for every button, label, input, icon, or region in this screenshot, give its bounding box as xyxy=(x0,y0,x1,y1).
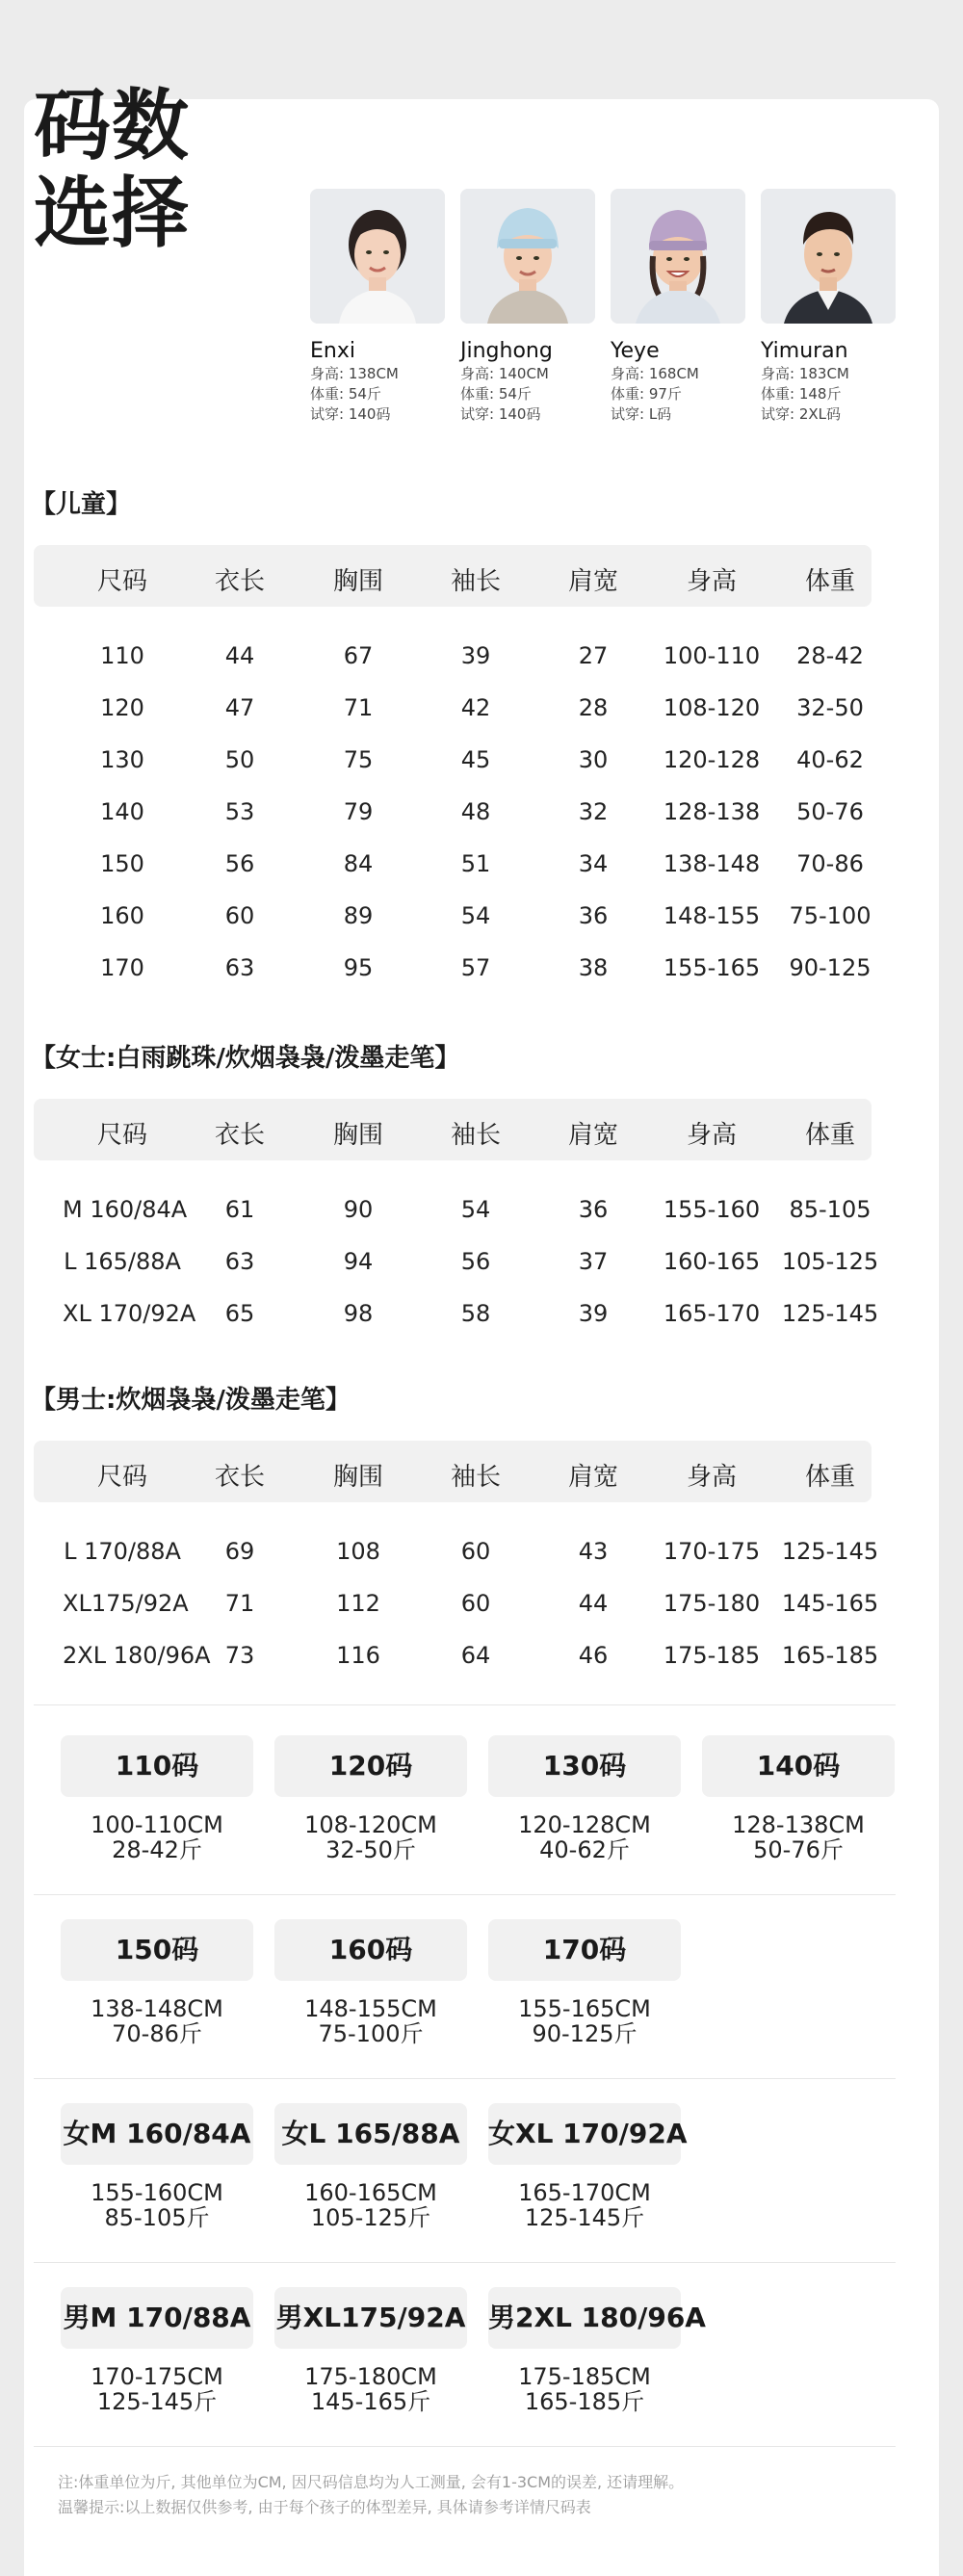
table-cell: XL175/92A xyxy=(63,1590,189,1617)
men-section-title: 【男士:炊烟袅袅/泼墨走笔】 xyxy=(31,1386,351,1415)
size-chip-label: 160码 xyxy=(274,1919,467,1981)
table-cell: 90-125 xyxy=(789,954,872,981)
size-chip-weight: 90-125斤 xyxy=(532,2020,638,2047)
col-shoulder: 肩宽 xyxy=(567,567,618,596)
table-cell: 37 xyxy=(578,1248,609,1275)
col-chest: 胸围 xyxy=(332,1121,383,1150)
table-cell: 60 xyxy=(224,902,255,929)
table-cell: 125-145 xyxy=(781,1538,879,1565)
size-chip-height: 155-165CM xyxy=(518,1995,651,2022)
table-cell: 71 xyxy=(343,694,374,721)
table-row xyxy=(34,742,872,781)
table-cell: 50-76 xyxy=(796,798,864,825)
table-cell: 120 xyxy=(100,694,144,721)
table-cell: 32-50 xyxy=(796,694,864,721)
size-chip xyxy=(61,2287,253,2414)
table-cell: 2XL 180/96A xyxy=(63,1642,211,1669)
page-title: 码数 选择 xyxy=(34,81,190,258)
table-cell: 160-165 xyxy=(663,1248,761,1275)
divider xyxy=(34,1894,896,1895)
size-chip-weight: 105-125斤 xyxy=(310,2204,431,2231)
table-cell: 45 xyxy=(460,746,491,773)
size-chip-weight: 165-185斤 xyxy=(524,2388,645,2415)
table-cell: 155-160 xyxy=(663,1196,761,1223)
table-cell: 94 xyxy=(343,1248,374,1275)
table-cell: 56 xyxy=(460,1248,491,1275)
footnote: 注:体重单位为斤, 其他单位为CM, 因尺码信息均为人工测量, 会有1-3CM的误差, 还请理解。 温馨提示:以上数据仅供参考, 由于每个孩子的体型差异, 具体请参考详情尺码表 xyxy=(58,2473,685,2516)
table-cell: 51 xyxy=(460,850,491,877)
size-chip-weight: 75-100斤 xyxy=(318,2020,424,2047)
size-chip-weight: 125-145斤 xyxy=(524,2204,645,2231)
table-cell: 130 xyxy=(100,746,144,773)
divider xyxy=(34,1704,896,1705)
table-cell: 60 xyxy=(460,1590,491,1617)
table-cell: 56 xyxy=(224,850,255,877)
table-cell: 140 xyxy=(100,798,144,825)
table-cell: 48 xyxy=(460,798,491,825)
size-chip xyxy=(274,2103,467,2230)
size-chip-label: 男2XL 180/96A xyxy=(488,2287,681,2349)
table-cell: 43 xyxy=(578,1538,609,1565)
table-cell: 65 xyxy=(224,1300,255,1327)
col-sleeve: 袖长 xyxy=(450,1463,501,1492)
col-length: 衣长 xyxy=(214,1121,265,1150)
table-cell: 44 xyxy=(224,642,255,669)
col-sleeve: 袖长 xyxy=(450,1121,501,1150)
table-cell: 39 xyxy=(460,642,491,669)
divider xyxy=(34,2446,896,2447)
size-chip-label: 130码 xyxy=(488,1735,681,1797)
table-cell: 90 xyxy=(343,1196,374,1223)
table-cell: 110 xyxy=(100,642,144,669)
col-weight: 体重 xyxy=(804,1463,855,1492)
table-cell: 47 xyxy=(224,694,255,721)
table-row xyxy=(34,1638,879,1677)
table-cell: 84 xyxy=(343,850,374,877)
col-chest: 胸围 xyxy=(332,1463,383,1492)
size-chip xyxy=(488,1919,681,2046)
col-weight: 体重 xyxy=(804,567,855,596)
table-row xyxy=(34,898,872,937)
table-row xyxy=(34,690,872,729)
size-chip-height: 128-138CM xyxy=(732,1811,865,1838)
col-height: 身高 xyxy=(686,567,737,596)
table-cell: 39 xyxy=(578,1300,609,1327)
table-cell: 138-148 xyxy=(663,850,761,877)
table-cell: 128-138 xyxy=(663,798,761,825)
col-length: 衣长 xyxy=(214,1463,265,1492)
kids-table-header xyxy=(34,545,872,607)
size-chip xyxy=(274,1919,467,2046)
kids-section-title: 【儿童】 xyxy=(31,490,132,519)
divider xyxy=(34,2262,896,2263)
table-cell: 44 xyxy=(578,1590,609,1617)
size-chip xyxy=(702,1735,895,1862)
women-section-title: 【女士:白雨跳珠/炊烟袅袅/泼墨走笔】 xyxy=(31,1044,460,1073)
table-cell: 85-105 xyxy=(789,1196,872,1223)
table-row xyxy=(34,1296,879,1335)
table-cell: L 165/88A xyxy=(64,1248,181,1275)
table-row xyxy=(34,1586,879,1625)
table-cell: M 160/84A xyxy=(63,1196,188,1223)
size-chip-height: 138-148CM xyxy=(91,1995,223,2022)
size-chip-weight: 50-76斤 xyxy=(753,1836,844,1863)
col-height: 身高 xyxy=(686,1463,737,1492)
table-cell: 53 xyxy=(224,798,255,825)
table-cell: 108-120 xyxy=(663,694,761,721)
size-chip-height: 165-170CM xyxy=(518,2179,651,2206)
col-size: 尺码 xyxy=(96,567,147,596)
table-cell: 75-100 xyxy=(789,902,872,929)
table-cell: 30 xyxy=(578,746,609,773)
model-photo xyxy=(460,189,595,324)
table-cell: 28-42 xyxy=(796,642,864,669)
size-chip-label: 120码 xyxy=(274,1735,467,1797)
model-photo xyxy=(761,189,896,324)
table-cell: 70-86 xyxy=(796,850,864,877)
model-card: Jinghong 身高: 140CM 体重: 54斤 试穿: 140码 xyxy=(460,189,595,425)
table-cell: 116 xyxy=(336,1642,380,1669)
size-chip-label: 女L 165/88A xyxy=(274,2103,467,2165)
table-row xyxy=(34,638,872,677)
table-cell: XL 170/92A xyxy=(63,1300,196,1327)
table-cell: 170-175 xyxy=(663,1538,761,1565)
table-cell: 40-62 xyxy=(796,746,864,773)
size-chip xyxy=(488,2103,688,2231)
model-photo xyxy=(310,189,445,324)
size-chip xyxy=(488,1735,681,1862)
table-cell: 125-145 xyxy=(781,1300,879,1327)
table-cell: 155-165 xyxy=(663,954,761,981)
table-cell: 54 xyxy=(460,902,491,929)
size-chip xyxy=(61,2103,253,2230)
table-cell: 160 xyxy=(100,902,144,929)
table-cell: 100-110 xyxy=(663,642,761,669)
size-chip-height: 155-160CM xyxy=(91,2179,223,2206)
size-chip-label: 140码 xyxy=(702,1735,895,1797)
model-photo xyxy=(611,189,745,324)
size-chip-height: 148-155CM xyxy=(304,1995,437,2022)
size-chip-height: 175-180CM xyxy=(304,2363,437,2390)
size-chip-weight: 145-165斤 xyxy=(310,2388,431,2415)
table-cell: 67 xyxy=(343,642,374,669)
table-cell: 58 xyxy=(460,1300,491,1327)
table-cell: 57 xyxy=(460,954,491,981)
size-chip-weight: 85-105斤 xyxy=(104,2204,210,2231)
table-cell: 46 xyxy=(578,1642,609,1669)
table-row xyxy=(34,1244,879,1283)
model-card: Yimuran 身高: 183CM 体重: 148斤 试穿: 2XL码 xyxy=(761,189,896,425)
col-height: 身高 xyxy=(686,1121,737,1150)
size-chip-label: 110码 xyxy=(61,1735,253,1797)
size-chip-weight: 28-42斤 xyxy=(112,1836,202,1863)
table-cell: 148-155 xyxy=(663,902,761,929)
col-size: 尺码 xyxy=(96,1121,147,1150)
size-chip-label: 170码 xyxy=(488,1919,681,1981)
table-cell: 165-185 xyxy=(781,1642,879,1669)
size-chip-label: 女M 160/84A xyxy=(61,2103,253,2165)
size-chip-weight: 32-50斤 xyxy=(325,1836,416,1863)
table-cell: 175-185 xyxy=(663,1642,761,1669)
divider xyxy=(34,2078,896,2079)
col-length: 衣长 xyxy=(214,567,265,596)
col-weight: 体重 xyxy=(804,1121,855,1150)
size-chip xyxy=(488,2287,706,2415)
table-cell: 36 xyxy=(578,1196,609,1223)
col-shoulder: 肩宽 xyxy=(567,1463,618,1492)
size-chip xyxy=(61,1919,253,2046)
size-chip-height: 175-185CM xyxy=(518,2363,651,2390)
table-cell: 60 xyxy=(460,1538,491,1565)
table-row xyxy=(34,846,872,885)
table-cell: 95 xyxy=(343,954,374,981)
col-sleeve: 袖长 xyxy=(450,567,501,596)
table-cell: 108 xyxy=(336,1538,380,1565)
size-chip-weight: 40-62斤 xyxy=(539,1836,630,1863)
size-chip-height: 170-175CM xyxy=(91,2363,223,2390)
size-chip-label: 女XL 170/92A xyxy=(488,2103,681,2165)
table-cell: 175-180 xyxy=(663,1590,761,1617)
size-chip-label: 男XL175/92A xyxy=(274,2287,467,2349)
size-chip-height: 100-110CM xyxy=(91,1811,223,1838)
table-cell: 42 xyxy=(460,694,491,721)
table-row xyxy=(34,794,872,833)
table-cell: 64 xyxy=(460,1642,491,1669)
table-cell: 54 xyxy=(460,1196,491,1223)
table-cell: 105-125 xyxy=(781,1248,879,1275)
table-cell: 61 xyxy=(224,1196,255,1223)
model-card: Enxi 身高: 138CM 体重: 54斤 试穿: 140码 xyxy=(310,189,445,425)
table-cell: 89 xyxy=(343,902,374,929)
table-cell: 150 xyxy=(100,850,144,877)
size-chip xyxy=(274,2287,467,2414)
table-cell: 79 xyxy=(343,798,374,825)
table-cell: L 170/88A xyxy=(64,1538,181,1565)
table-cell: 170 xyxy=(100,954,144,981)
women-table-header xyxy=(34,1099,872,1160)
table-row xyxy=(34,950,872,989)
table-cell: 63 xyxy=(224,954,255,981)
table-cell: 36 xyxy=(578,902,609,929)
table-cell: 165-170 xyxy=(663,1300,761,1327)
table-cell: 34 xyxy=(578,850,609,877)
size-chip-label: 男M 170/88A xyxy=(61,2287,253,2349)
table-cell: 32 xyxy=(578,798,609,825)
col-size: 尺码 xyxy=(96,1463,147,1492)
table-cell: 38 xyxy=(578,954,609,981)
table-cell: 75 xyxy=(343,746,374,773)
table-row xyxy=(34,1192,872,1231)
size-chip-weight: 70-86斤 xyxy=(112,2020,202,2047)
size-chip-height: 108-120CM xyxy=(304,1811,437,1838)
table-cell: 50 xyxy=(224,746,255,773)
size-chip-height: 120-128CM xyxy=(518,1811,651,1838)
size-chip-weight: 125-145斤 xyxy=(96,2388,218,2415)
table-cell: 28 xyxy=(578,694,609,721)
table-cell: 145-165 xyxy=(781,1590,879,1617)
size-chip-height: 160-165CM xyxy=(304,2179,437,2206)
men-table-header xyxy=(34,1441,872,1502)
table-cell: 27 xyxy=(578,642,609,669)
table-cell: 73 xyxy=(224,1642,255,1669)
col-chest: 胸围 xyxy=(332,567,383,596)
table-cell: 98 xyxy=(343,1300,374,1327)
size-chip xyxy=(61,1735,253,1862)
table-cell: 69 xyxy=(224,1538,255,1565)
table-cell: 120-128 xyxy=(663,746,761,773)
table-cell: 71 xyxy=(224,1590,255,1617)
table-cell: 112 xyxy=(336,1590,380,1617)
size-chip-label: 150码 xyxy=(61,1919,253,1981)
model-card: Yeye 身高: 168CM 体重: 97斤 试穿: L码 xyxy=(611,189,745,425)
table-cell: 63 xyxy=(224,1248,255,1275)
size-chip xyxy=(274,1735,467,1862)
col-shoulder: 肩宽 xyxy=(567,1121,618,1150)
table-row xyxy=(34,1534,879,1573)
